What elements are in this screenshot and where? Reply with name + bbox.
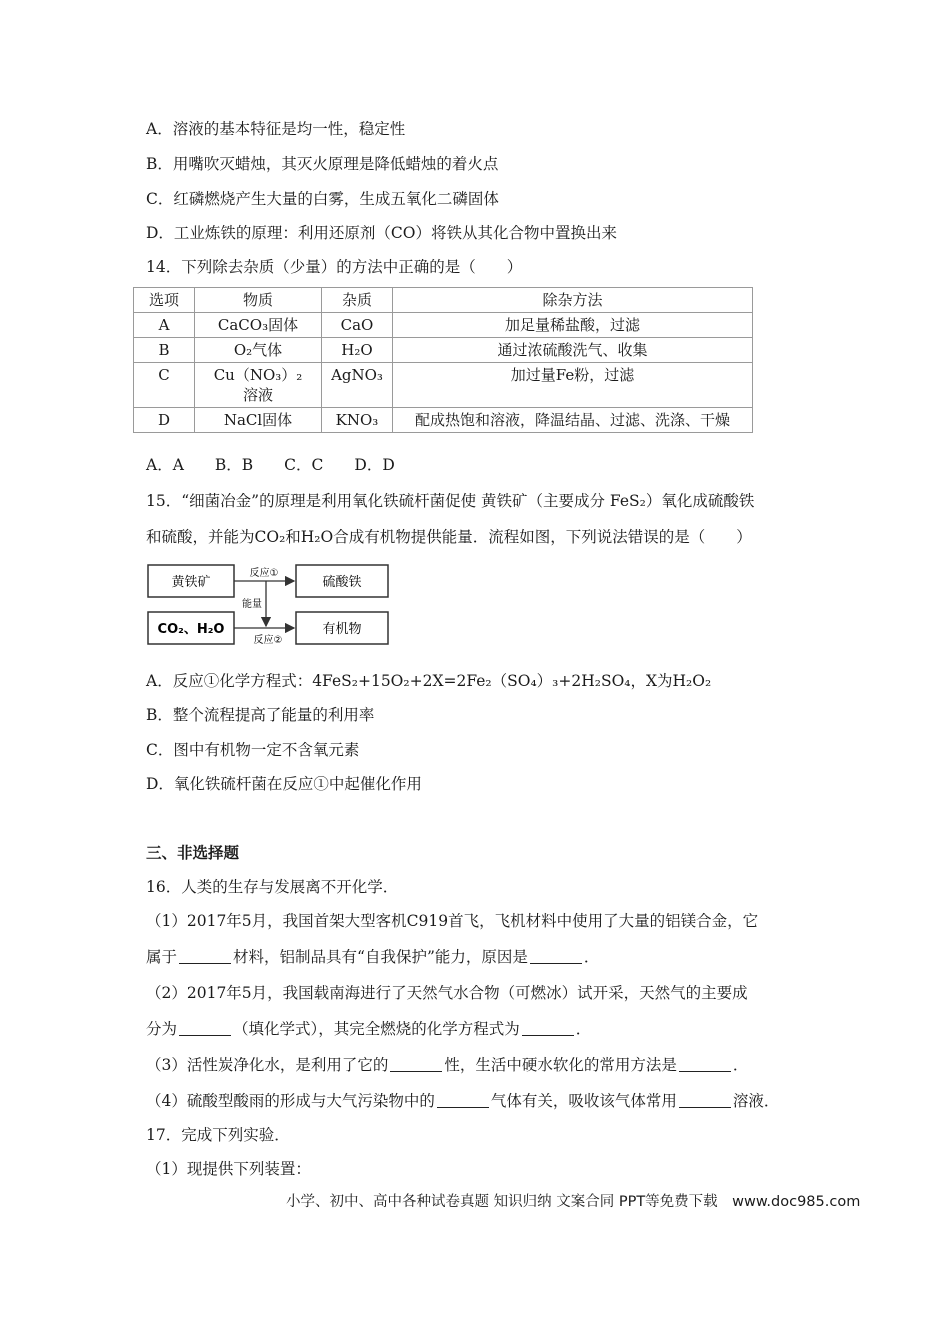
answer-blank[interactable] xyxy=(522,1019,574,1036)
text: 材料，铝制品具有“自我保护”能力，原因是 xyxy=(233,948,528,966)
answer-blank[interactable] xyxy=(437,1091,489,1108)
answer-blank[interactable] xyxy=(179,947,231,964)
text: ． xyxy=(732,1056,749,1074)
header-option: 选项 xyxy=(134,288,195,313)
box-pyrite: 黄铁矿 xyxy=(171,575,211,590)
q16-part1-line1: （1）2017年5月，我国首架大型客机C919首飞，飞机材料中使用了大量的铝镁合金，它 xyxy=(146,912,759,930)
row-method: 加过量Fe粉，过滤 xyxy=(393,363,753,408)
table-header-row xyxy=(134,288,753,313)
q15-option-b: B．整个流程提高了能量的利用率 xyxy=(146,706,375,724)
answer-blank[interactable] xyxy=(530,947,582,964)
text: ． xyxy=(575,1020,592,1038)
box-organic: 有机物 xyxy=(322,622,362,637)
row-substance: NaCl固体 xyxy=(195,408,322,433)
text: 气体有关，吸收该气体常用 xyxy=(490,1092,677,1110)
row-impurity: AgNO₃ xyxy=(322,363,393,408)
answer-blank[interactable] xyxy=(679,1091,731,1108)
q13-option-b: B．用嘴吹灭蜡烛，其灭火原理是降低蜡烛的着火点 xyxy=(146,155,499,173)
row-option: D xyxy=(134,408,195,433)
table-row xyxy=(134,408,753,433)
row-substance: O₂气体 xyxy=(195,338,322,363)
section-title: 三、非选择题 xyxy=(146,844,240,862)
row-option: A xyxy=(134,313,195,338)
table-row xyxy=(134,363,753,408)
row-substance: Cu（NO₃）₂溶液 xyxy=(195,363,322,408)
page-footer: 小学、初中、高中各种试卷真题 知识归纳 文案合同 PPT等免费下载 www.doc985.com xyxy=(286,1194,861,1210)
q15-stem-line2: 和硫酸，并能为CO₂和H₂O合成有机物提供能量．流程如图，下列说法错误的是（ ） xyxy=(146,528,752,546)
header-method: 除杂方法 xyxy=(393,288,753,313)
row-impurity: KNO₃ xyxy=(322,408,393,433)
table-row xyxy=(134,313,753,338)
row-option: B xyxy=(134,338,195,363)
q15-option-d: D．氧化铁硫杆菌在反应①中起催化作用 xyxy=(146,775,422,793)
q13-option-a: A．溶液的基本特征是均一性，稳定性 xyxy=(146,120,406,138)
text: 属于 xyxy=(146,948,178,966)
text: ． xyxy=(583,948,600,966)
q14-table xyxy=(133,287,753,433)
text: （填化学式），其完全燃烧的化学方程式为 xyxy=(233,1020,520,1038)
box-co2-h2o: CO₂、H₂O xyxy=(157,622,225,637)
text: 性，生活中硬水软化的常用方法是 xyxy=(444,1056,677,1074)
q16-part2-line1: （2）2017年5月，我国载南海进行了天然气水合物（可燃冰）试开采，天然气的主要成 xyxy=(146,984,748,1002)
text: 溶液． xyxy=(732,1092,780,1110)
label-reaction1: 反应① xyxy=(249,568,279,579)
q13-option-d: D．工业炼铁的原理：利用还原剂（CO）将铁从其化合物中置换出来 xyxy=(146,224,617,242)
q16-part1-line2 xyxy=(146,946,599,968)
q16-stem: 16．人类的生存与发展离不开化学． xyxy=(146,878,399,896)
answer-blank[interactable] xyxy=(390,1055,442,1072)
q16-part3 xyxy=(146,1054,748,1076)
header-impurity: 杂质 xyxy=(322,288,393,313)
row-substance: CaCO₃固体 xyxy=(195,313,322,338)
q15-stem-line1: 15．“细菌冶金”的原理是利用氧化铁硫杆菌促使 黄铁矿（主要成分 FeS₂）氧化成硫酸铁 xyxy=(146,492,755,510)
text: 分为 xyxy=(146,1020,178,1038)
row-method: 加足量稀盐酸，过滤 xyxy=(393,313,753,338)
q14-answers: A．A B．B C．C D．D xyxy=(146,456,395,474)
q17-stem: 17．完成下列实验． xyxy=(146,1126,290,1144)
row-impurity: H₂O xyxy=(322,338,393,363)
row-method: 配成热饱和溶液，降温结晶、过滤、洗涤、干燥 xyxy=(393,408,753,433)
row-impurity: CaO xyxy=(322,313,393,338)
q14-stem: 14．下列除去杂质（少量）的方法中正确的是（ ） xyxy=(146,258,523,276)
q15-option-a: A．反应①化学方程式：4FeS₂+15O₂+2X=2Fe₂（SO₄）₃+2H₂SO₄，X为H₂O₂ xyxy=(146,672,712,690)
label-energy: 能量 xyxy=(242,599,262,610)
q16-part2-line2 xyxy=(146,1018,591,1040)
row-option: C xyxy=(134,363,195,408)
q17-part1: （1）现提供下列装置： xyxy=(146,1160,311,1178)
box-ferric-sulfate: 硫酸铁 xyxy=(322,575,362,590)
q16-part4 xyxy=(146,1090,779,1112)
label-reaction2: 反应② xyxy=(253,635,283,646)
text: （3）活性炭净化水，是利用了它的 xyxy=(146,1056,389,1074)
text: （4）硫酸型酸雨的形成与大气污染物中的 xyxy=(146,1092,435,1110)
table-row xyxy=(134,338,753,363)
q13-option-c: C．红磷燃烧产生大量的白雾，生成五氧化二磷固体 xyxy=(146,190,499,208)
answer-blank[interactable] xyxy=(179,1019,231,1036)
q15-option-c: C．图中有机物一定不含氧元素 xyxy=(146,741,360,759)
flow-diagram xyxy=(146,562,392,648)
row-method: 通过浓硫酸洗气、收集 xyxy=(393,338,753,363)
answer-blank[interactable] xyxy=(679,1055,731,1072)
header-substance: 物质 xyxy=(195,288,322,313)
